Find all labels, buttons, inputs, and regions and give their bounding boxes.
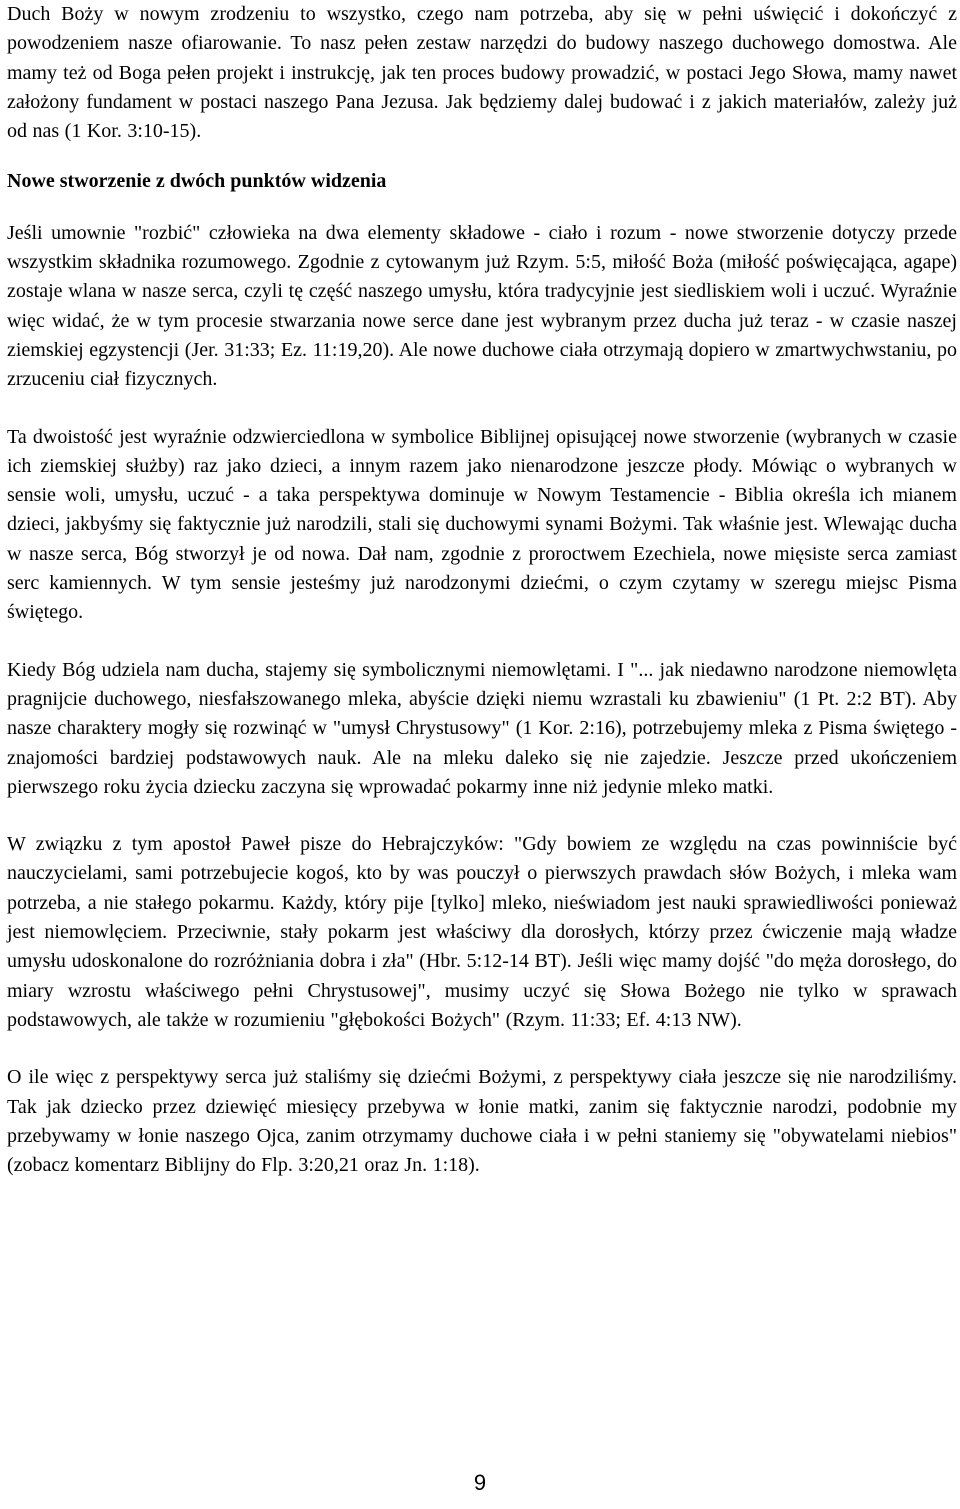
document-page (7, 0, 957, 1180)
body-paragraph-2: Ta dwoistość jest wyraźnie odzwierciedlona w symbolice Biblijnej opisującej nowe stworzenie (wybranych w czasie ich ziemskiej służby) raz jako dzieci, a innym razem jako nienarodzone jeszcze płody. Mówiąc o wybranych w sensie woli, umysłu, uczuć - a taka perspektywa dominuje w Nowym Testamencie - Biblia określa ich mianem dzieci, jakbyśmy się faktycznie już narodzili, stali się duchowymi synami Bożymi. Tak właśnie jest. Wlewając ducha w nasze serca, Bóg stworzył je od nowa. Dał nam, zgodnie z proroctwem Ezechiela, nowe mięsiste serca zamiast serc kamiennych. W tym sensie jesteśmy już narodzonymi dziećmi, o czym czytamy w szeregu miejsc Pisma świętego. (7, 425, 957, 624)
body-paragraph-4: W związku z tym apostoł Paweł pisze do Hebrajczyków: "Gdy bowiem ze względu na czas powinniście być nauczycielami, sami potrzebujecie kogoś, kto by was pouczył o pierwszych prawdach słów Bożych, i mleka wam potrzeba, a nie stałego pokarmu. Każdy, który pije [tylko] mleko, nieświadom jest nauki sprawiedliwości ponieważ jest niemowlęciem. Przeciwnie, stały pokarm jest właściwy dla dorosłych, którzy przez ćwiczenie mają władze umysłu udoskonalone do rozróżniania dobra i zła" (Hbr. 5:12-14 BT). Jeśli więc mamy dojść "do męża dorosłego, do miary wzrostu właściwego pełni Chrystusowej", musimy uczyć się Słowa Bożego nie tylko w sprawach podstawowych, ale także w rozumieniu "głębokości Bożych" (Rzym. 11:33; Ef. 4:13 NW). (7, 833, 957, 1031)
body-paragraph-1: Jeśli umownie "rozbić" człowieka na dwa elementy składowe - ciało i rozum - nowe stworzenie dotyczy przede wszystkim składnika rozumowego. Zgodnie z cytowanym już Rzym. 5:5, miłość Boża (miłość poświęcająca, agape) zostaje wlana w nasze serca, czyli tę część naszego umysłu, która tradycyjnie jest siedliskiem woli i uczuć. Wyraźnie więc widać, że w tym procesie stwarzania nowe serce dane jest wybranym przez ducha już teraz - w czasie naszej ziemskiej egzystencji (Jer. 31:33; Ez. 11:19,20). Ale nowe duchowe ciała otrzymają dopiero w zmartwychwstaniu, po zrzuceniu ciał fizycznych. (7, 221, 957, 391)
section-heading: Nowe stworzenie z dwóch punktów widzenia (7, 170, 387, 193)
body-paragraph-3: Kiedy Bóg udziela nam ducha, stajemy się symbolicznymi niemowlętami. I "... jak niedawno narodzone niemowlęta pragnijcie duchowego, niesfałszowanego mleka, abyście dzięki niemu wzrastali ku zbawieniu" (1 Pt. 2:2 BT). Aby nasze charaktery mogły się rozwinąć w "umysł Chrystusowy" (1 Kor. 2:16), potrzebujemy mleka z Pisma świętego - znajomości bardziej podstawowych nauk. Ale na mleku daleko się nie zajedzie. Jeszcze przed ukończeniem pierwszego roku życia dziecku zaczyna się wprowadać pokarmy inne niż jedynie mleko matki. (7, 658, 957, 798)
page-number: 9 (473, 1470, 487, 1495)
body-paragraph-5: O ile więc z perspektywy serca już staliśmy się dziećmi Bożymi, z perspektywy ciała jeszcze się nie narodziliśmy. Tak jak dziecko przez dziewięć miesięcy przebywa w łonie matki, zanim się faktycznie narodzi, podobnie my przebywamy w łonie naszego Ojca, zanim otrzymamy duchowe ciała i w pełni staniemy się "obywatelami niebios" (zobacz komentarz Biblijny do Flp. 3:20,21 oraz Jn. 1:18). (7, 1066, 957, 1177)
intro-paragraph: Duch Boży w nowym zrodzeniu to wszystko, czego nam potrzeba, aby się w pełni uświęcić i dokończyć z powodzeniem nasze ofiarowanie. To nasz pełen zestaw narzędzi do budowy naszego duchowego domostwa. Ale mamy też od Boga pełen projekt i instrukcję, jak ten proces budowy prowadzić, w postaci Jego Słowa, mamy nawet założony fundament w postaci naszego Pana Jezusa. Jak będziemy dalej budować i z jakich materiałów, zależy już od nas (1 Kor. 3:10-15). (7, 3, 957, 143)
